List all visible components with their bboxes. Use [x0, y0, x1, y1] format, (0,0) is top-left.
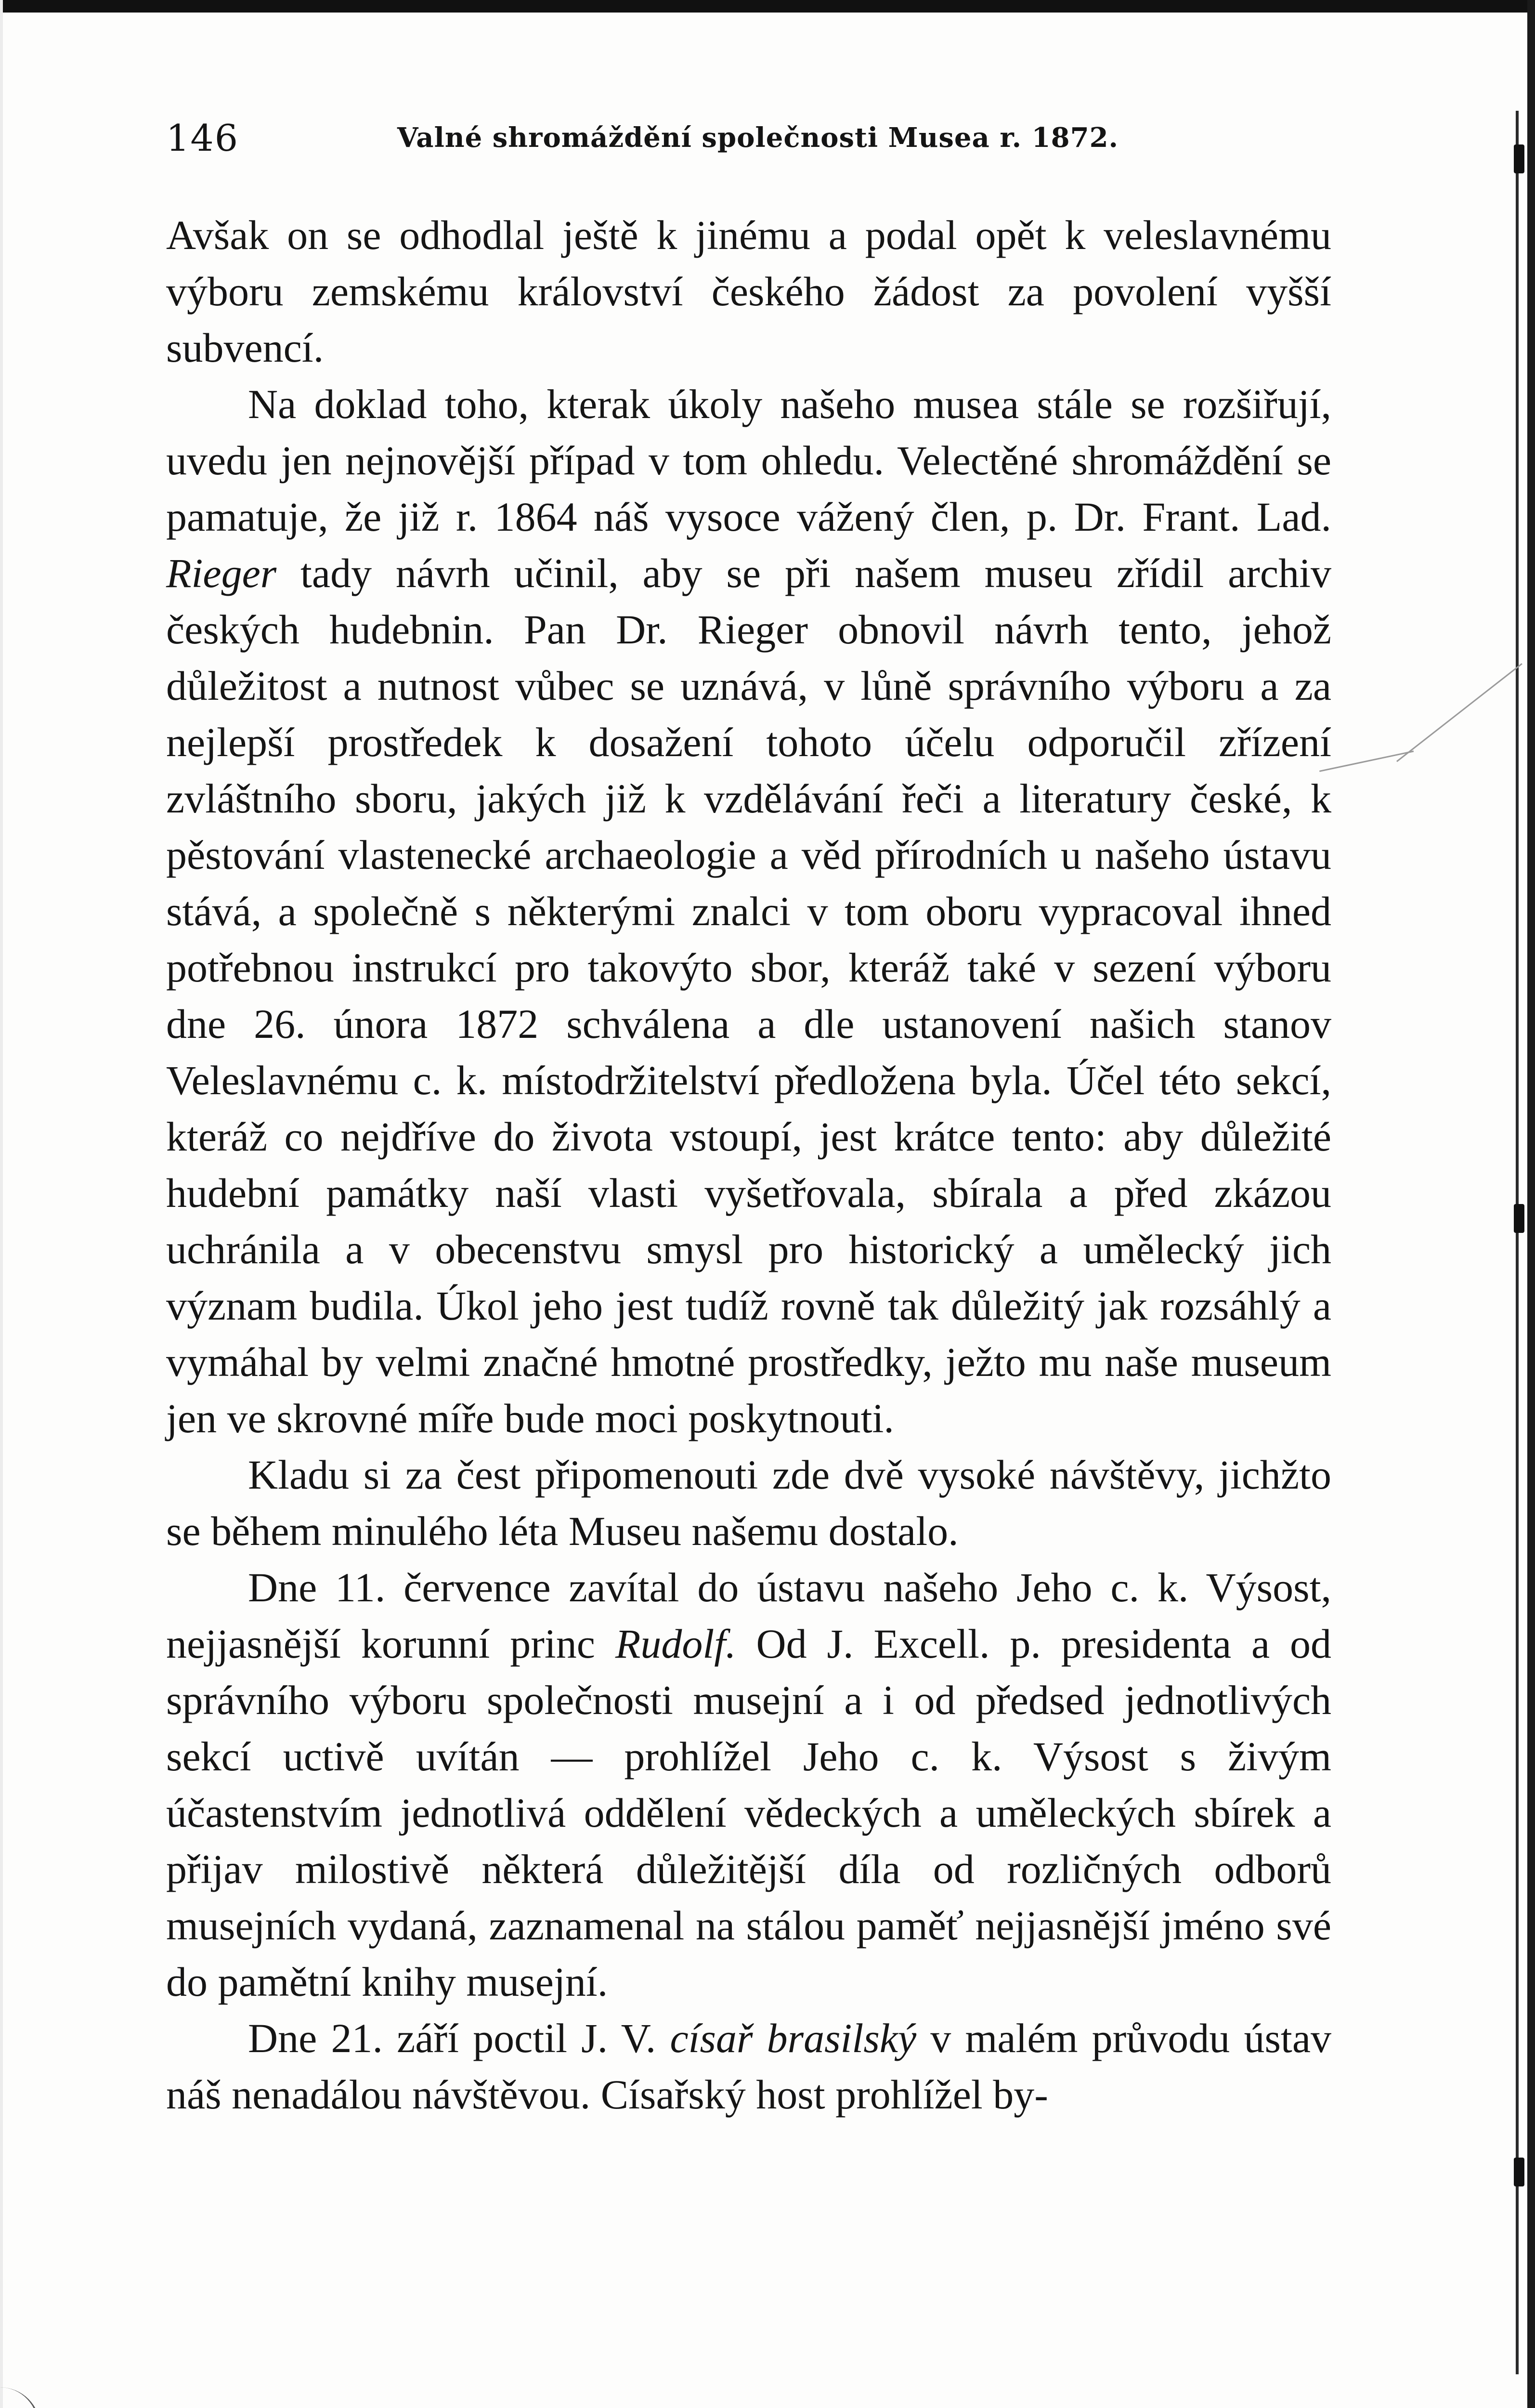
paragraph: [166, 1559, 1331, 2010]
text-run: tady návrh učinil, aby se při našem museu zřídil archiv českých hudebnin. Pan Dr. Rieger obnovil návrh tento, jehož důležitost a nutnost vůbec se uznává, v lůně správního výboru a za nejlepší prostředek k dosažení tohoto účelu odporučil zřízení zvláštního sboru, jakých již k vzdělávání řeči a literatury české, k pěstování vlastenecké archaeologie a věd přírodních u našeho ústavu stává, a společně s některými znalci v tom oboru vypracoval ihned potřebnou instrukcí pro takovýto sbor, kteráž také v sezení výboru dne 26. února 1872 schválena a dle ustanovení našich stanov Veleslavnému c. k. místodržitelství předložena byla. Účel této sekcí, kteráž co nejdříve do života vstoupí, jest krátce tento: aby důležité hudební památky naší vlasti vyšetřovala, sbírala a před zkázou uchránila a v obecenstvu smysl pro historický a umělecký jich význam budila. Úkol jeho jest tudíž rovně tak důležitý jak rozsáhlý a vymáhal by velmi značné hmotné prostředky, ježto mu naše museum jen ve skrovné míře bude moci poskytnouti.: [166, 550, 1331, 1441]
scan-stray-line: [1319, 750, 1414, 772]
text-run: Dne 21. září poctil J. V.: [248, 2015, 670, 2061]
emphasized-title: císař brasilský: [670, 2015, 917, 2061]
page-number: 146: [166, 117, 239, 159]
scan-edge-right: [1527, 0, 1535, 2408]
running-title: Valné shromáždění společnosti Musea r. 1872.: [397, 122, 1119, 154]
scan-edge-right-inner: [1516, 111, 1519, 2374]
text-run: Od J. Excell. p. presidenta a od správního výboru společnosti musejní a i od předsed jednotlivých sekcí uctivě uvítán — prohlížel Jeho c. k. Výsost s živým účastenstvím jednotlivá oddělení vědeckých a uměleckých sbírek a přijav milostivě některá důležitější díla od rozličných odborů musejních vydaná, zaznamenal na stálou paměť nejjasnější jméno své do pamětní knihy musejní.: [166, 1621, 1331, 2005]
scan-stray-line: [1396, 663, 1522, 762]
paragraph: [166, 207, 1331, 376]
text-run: Na doklad toho, kterak úkoly našeho musea stále se rozšiřují, uvedu jen nejnovější případ v tom ohledu. Velectěné shromáždění se pamatuje, že již r. 1864 náš vysoce vážený člen, p. Dr. Frant. Lad.: [166, 381, 1331, 540]
paragraph: [166, 2010, 1331, 2123]
paragraph: [166, 1447, 1331, 1559]
text-run: Dne 11. července zavítal do ústavu našeho Jeho c. k. Výsost, nejjasnější korunní princ: [166, 1564, 1331, 1667]
text-run: Avšak on se odhodlal ještě k jinému a podal opět k veleslavnému výboru zemskému království českého žádost za povolení vyšší subvencí.: [166, 212, 1331, 371]
emphasized-name: Rudolf.: [615, 1621, 736, 1667]
paragraph: [166, 376, 1331, 1447]
body-text: [166, 207, 1331, 2123]
binding-notch: [1514, 144, 1524, 173]
scan-edge-top: [0, 0, 1535, 13]
emphasized-name: Rieger: [166, 550, 277, 596]
page-header: [166, 112, 1341, 165]
text-run: v malém průvodu ústav náš nenadálou návštěvou. Císařský host prohlížel by-: [166, 2015, 1331, 2118]
binding-notch: [1514, 1204, 1524, 1233]
scan-edge-left: [0, 0, 3, 2408]
scan-corner-curve: [0, 2387, 40, 2408]
binding-notch: [1514, 2158, 1524, 2186]
text-run: Kladu si za čest připomenouti zde dvě vysoké návštěvy, jichžto se během minulého léta Museu našemu dostalo.: [166, 1452, 1331, 1554]
